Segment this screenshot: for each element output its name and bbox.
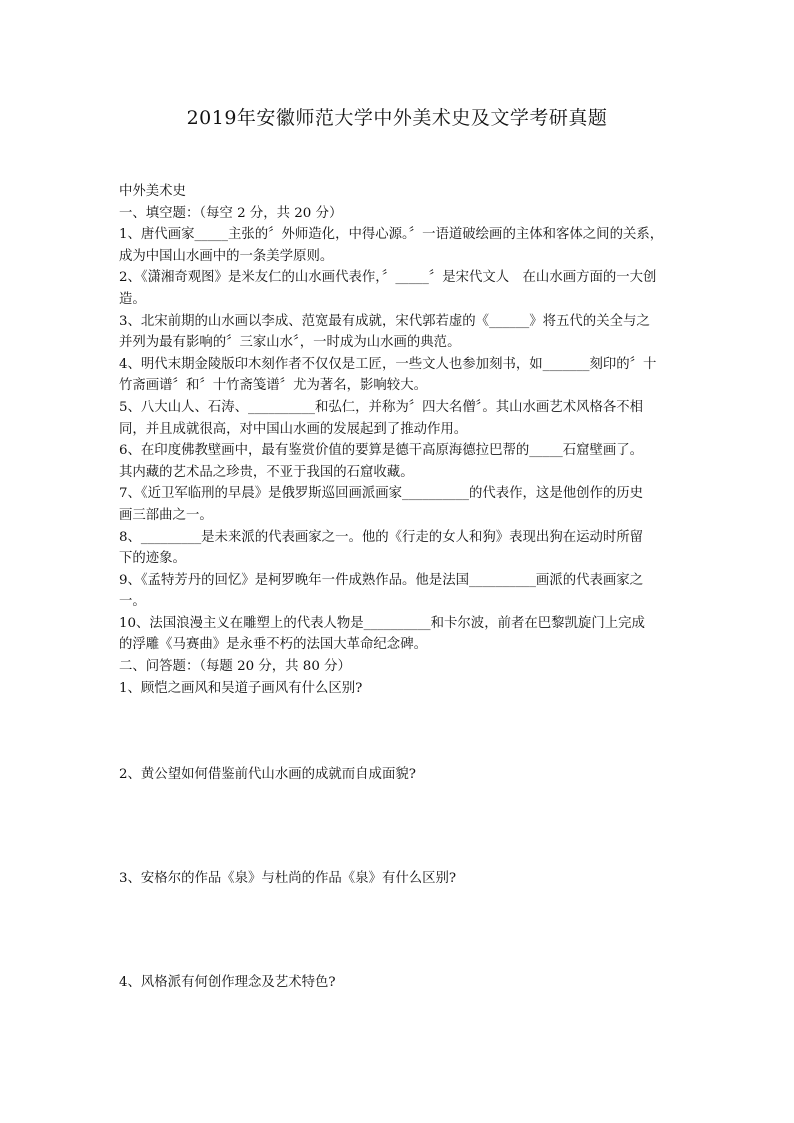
question-text: 7、《近卫军临刑的早晨》是俄罗斯巡回画派画家__________的代表作，这是他创作的历史 [119,486,644,502]
question-text: 造。 [119,291,146,307]
question-text: 6、在印度佛教壁画中，最有鉴赏价值的要算是德干高原海德拉巴帮的_____石窟壁画了。 [119,443,644,459]
question-text: 8、_________是未来派的代表画家之一。他的《行走的女人和狗》表现出狗在运动时所留 [119,529,644,545]
question-text: 4、明代末期金陵版印木刻作者不仅仅是工匠，一些文人也参加刻书，如_______刻印的〞十 [119,356,657,372]
question-text: 一。 [119,594,146,610]
question-text: 2、《潇湘奇观图》是米友仁的山水画代表作，〞_____〞是宋代文人 在山水画方面的一大创 [119,270,657,286]
question-text: 竹斋画谱〞和〞十竹斋笺谱〞尤为著名，影响较大。 [119,378,427,394]
question-text: 并列为最有影响的〞三家山水〞，一时成为山水画的典范。 [119,335,461,351]
question-text: 画三部曲之一。 [119,507,213,523]
short-answer-heading: 二、问答题：（每题 20 分，共 80 分） [119,659,351,675]
question-text: 3、北宋前期的山水画以李成、范宽最有成就，宋代郭若虚的《______》将五代的关全与之 [119,313,650,329]
page-title: 2019年安徽师范大学中外美术史及文学考研真题 [186,107,608,129]
question-text: 3、安格尔的作品《泉》与杜尚的作品《泉》有什么区别? [119,871,457,886]
question-text: 10、法国浪漫主义在雕塑上的代表人物是__________和卡尔波，前者在巴黎凯旋门上完成 [119,615,645,631]
question-text: 其内藏的艺术品之珍贵，不亚于我国的石窟收藏。 [119,464,414,480]
fill-in-heading: 一、填空题：（每空 2 分，共 20 分） [119,205,343,221]
exam-body [119,181,679,699]
question-text: 4、风格派有何创作理念及艺术特色? [119,975,336,990]
question-text: 下的迹象。 [119,551,186,567]
question-text: 9、《孟特芳丹的回忆》是柯罗晚年一件成熟作品。他是法国__________画派的代表画家之 [119,572,644,588]
question-text: 1、顾恺之画风和吴道子画风有什么区别? [119,680,363,696]
question-text: 5、八大山人、石涛、__________和弘仁，并称为〞四大名僧〞。其山水画艺术风格各不相 [119,399,644,415]
question-text: 同，并且成就很高，对中国山水画的发展起到了推动作用。 [119,421,468,437]
question-text: 成为中国山水画中的一条美学原则。 [119,248,334,264]
question-text: 1、唐代画家_____主张的〞外师造化，中得心源。〞一语道破绘画的主体和客体之间的关系， [119,227,664,243]
question-text: 2、黄公望如何借鉴前代山水画的成就而自成面貌? [119,767,416,782]
section-heading: 中外美术史 [119,184,186,199]
question-text: 的浮雕《马赛曲》是永垂不朽的法国大革命纪念碑。 [119,637,427,653]
